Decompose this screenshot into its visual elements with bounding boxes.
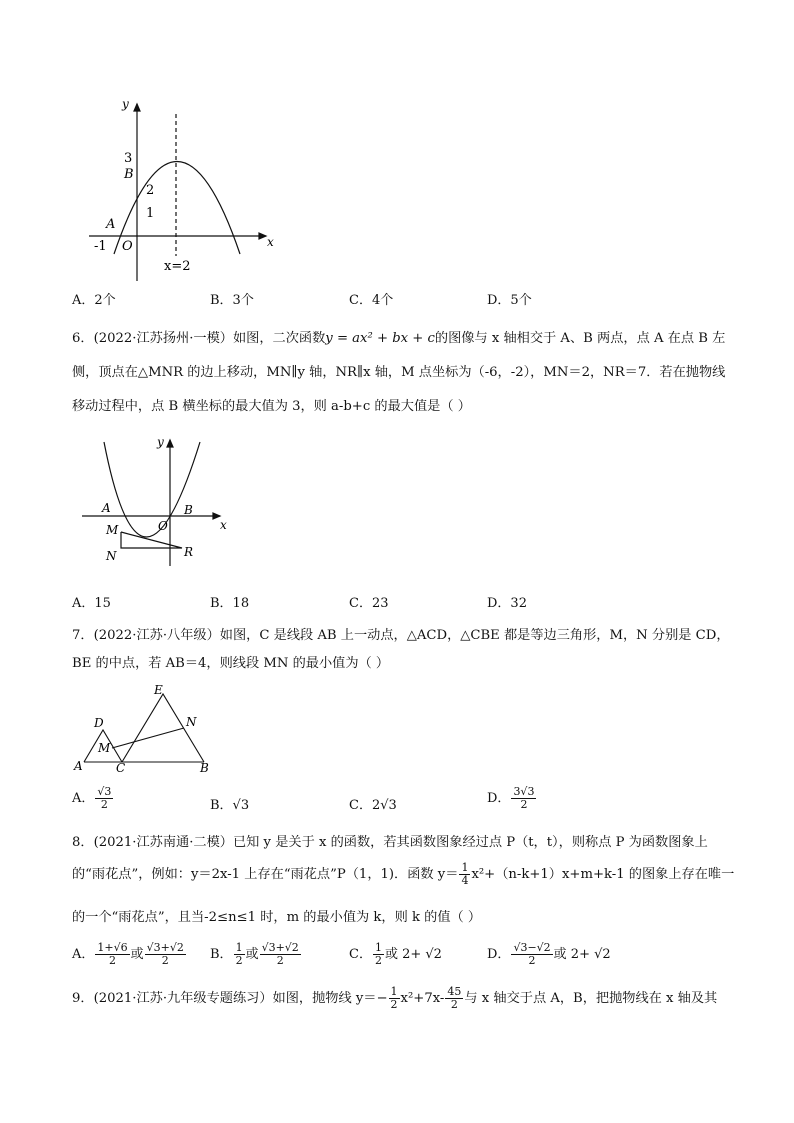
q7-a-den: 2 bbox=[100, 798, 108, 811]
fig6-y-label: y bbox=[157, 435, 164, 449]
q7-option-c[interactable]: C．2√3 bbox=[349, 798, 397, 813]
q7-option-d-label: D． bbox=[487, 791, 511, 806]
q8-a-num2: √3+√2 bbox=[146, 941, 184, 954]
fig5-y-label: y bbox=[122, 97, 129, 111]
q8-a-den2: 2 bbox=[161, 954, 169, 967]
fig6-point-N: N bbox=[106, 549, 117, 563]
q6-option-a[interactable]: A．15 bbox=[72, 596, 111, 611]
q8-d-label: D． bbox=[487, 947, 511, 962]
q6-option-b[interactable]: B．18 bbox=[210, 596, 250, 611]
fig6-point-R: R bbox=[184, 545, 194, 559]
q8-a-label: A． bbox=[72, 947, 95, 962]
q8-option-d[interactable] bbox=[487, 942, 611, 967]
q7-option-a[interactable] bbox=[72, 786, 114, 811]
q8-line-1: 8．(2021·江苏南通·二模）已知 y 是关于 x 的函数，若其函数图象经过点 P（t，t），则称点 P 为函数图象上 bbox=[72, 835, 708, 850]
fig5-x-label: x bbox=[267, 235, 274, 249]
q8-frac-num: 1 bbox=[461, 861, 469, 874]
q8-b-num2: √3+√2 bbox=[261, 941, 299, 954]
fig6-point-A: A bbox=[102, 501, 111, 515]
fig7-point-A: A bbox=[74, 759, 83, 773]
q7-option-b[interactable]: B．√3 bbox=[210, 798, 250, 813]
fig7-point-M: M bbox=[98, 741, 111, 755]
q8-line-2 bbox=[72, 862, 734, 887]
q8-b-den1: 2 bbox=[235, 954, 243, 967]
fig7-point-D: D bbox=[94, 716, 104, 730]
q7-triangle-figure bbox=[72, 682, 222, 774]
fig7-point-B: B bbox=[200, 761, 209, 774]
q8-c-label: C． bbox=[349, 947, 372, 962]
q8-option-c[interactable] bbox=[349, 942, 442, 967]
q6-stem-a: 6．(2022·江苏扬州·一模）如图，二次函数 bbox=[72, 331, 326, 346]
q8-d-num1: √3−√2 bbox=[513, 941, 551, 954]
q8-line-3: 的一个“雨花点”，且当-2≤n≤1 时，m 的最小值为 k，则 k 的值（ ） bbox=[72, 910, 482, 925]
q8-b-label: B． bbox=[210, 947, 233, 962]
q5-option-b[interactable]: B．3个 bbox=[210, 293, 254, 308]
q8-a-num1: 1+√6 bbox=[97, 941, 128, 954]
q6-line-1 bbox=[72, 327, 725, 346]
q8-option-b[interactable] bbox=[210, 942, 302, 967]
q7-option-a-label: A． bbox=[72, 791, 95, 806]
q6-option-d[interactable]: D．32 bbox=[487, 596, 527, 611]
q7-option-d[interactable] bbox=[487, 786, 537, 811]
q6-equation: y = ax² + bx + c bbox=[325, 331, 435, 346]
q9-line-1 bbox=[72, 986, 717, 1011]
q9-stem-a: 9．(2021·江苏·九年级专题练习）如图，抛物线 y＝− bbox=[72, 991, 388, 1006]
q5-option-a[interactable]: A．2个 bbox=[72, 293, 116, 308]
q9-stem-c: 与 x 轴交于点 A，B，把抛物线在 x 轴及其 bbox=[464, 991, 718, 1006]
q5-option-c[interactable]: C．4个 bbox=[349, 293, 394, 308]
q8-a-or: 或 bbox=[130, 947, 144, 962]
q6-option-c[interactable]: C．23 bbox=[349, 596, 389, 611]
q6-line-2: 侧，顶点在△MNR 的边上移动，MN∥y 轴，NR∥x 轴，M 点坐标为（-6，-2），MN＝2，NR＝7．若在抛物线 bbox=[72, 365, 726, 380]
q9-frac2-den: 2 bbox=[450, 998, 458, 1011]
q8-c-num1: 1 bbox=[374, 941, 382, 954]
fig5-point-B: B bbox=[124, 167, 134, 182]
q8-stem-a: 的“雨花点”，例如：y＝2x-1 上存在“雨花点”P（1，1)．函数 y＝ bbox=[72, 867, 459, 882]
q8-frac-den: 4 bbox=[461, 874, 469, 887]
fig5-sym-label: x=2 bbox=[164, 259, 191, 274]
q8-b-den2: 2 bbox=[276, 954, 284, 967]
q5-option-d[interactable]: D．5个 bbox=[487, 293, 532, 308]
q8-d-rest: 或 2+ √2 bbox=[553, 947, 611, 962]
q6-parabola-figure bbox=[78, 432, 238, 572]
q7-line-2: BE 的中点，若 AB＝4，则线段 MN 的最小值为（ ） bbox=[72, 656, 390, 671]
q8-c-den1: 2 bbox=[374, 954, 382, 967]
q7-d-num: 3√3 bbox=[513, 785, 535, 798]
fig5-tick-neg1: -1 bbox=[94, 239, 107, 254]
q7-line-1: 7．(2022·江苏·八年级）如图，C 是线段 AB 上一动点，△ACD，△CBE 都是等边三角形，M，N 分别是 CD， bbox=[72, 628, 730, 643]
fig6-point-B: B bbox=[184, 503, 193, 517]
fig7-point-N: N bbox=[186, 715, 197, 729]
fig6-point-M: M bbox=[106, 523, 119, 537]
q7-a-num: √3 bbox=[97, 785, 112, 798]
fig5-tick-2: 2 bbox=[146, 183, 155, 198]
q8-b-or: 或 bbox=[245, 947, 259, 962]
triangle-MNR bbox=[121, 532, 182, 548]
fig5-tick-3: 3 bbox=[124, 151, 133, 166]
fig7-point-C: C bbox=[116, 761, 126, 774]
fig5-origin: O bbox=[122, 239, 133, 254]
fig6-origin: O bbox=[158, 519, 168, 533]
q8-c-rest: 或 2+ √2 bbox=[384, 947, 442, 962]
parabola-curve bbox=[104, 442, 200, 537]
q7-d-den: 2 bbox=[520, 798, 528, 811]
segment-MN bbox=[112, 728, 184, 748]
q8-b-num1: 1 bbox=[235, 941, 243, 954]
fig6-x-label: x bbox=[220, 518, 227, 532]
q9-frac1-den: 2 bbox=[390, 998, 398, 1011]
q5-parabola-figure bbox=[84, 96, 284, 286]
q6-stem-b: 的图像与 x 轴相交于 A、B 两点，点 A 在点 B 左 bbox=[434, 331, 726, 346]
q6-line-3: 移动过程中，点 B 横坐标的最大值为 3，则 a-b+c 的最大值是（ ） bbox=[72, 399, 471, 414]
fig5-point-A: A bbox=[106, 217, 116, 232]
fig7-point-E: E bbox=[154, 683, 163, 697]
q9-frac1-num: 1 bbox=[390, 985, 398, 998]
q9-frac2-num: 45 bbox=[447, 985, 462, 998]
fig5-tick-1: 1 bbox=[146, 206, 155, 221]
q8-d-den1: 2 bbox=[528, 954, 536, 967]
q8-option-a[interactable] bbox=[72, 942, 187, 967]
q9-stem-b: x²+7x- bbox=[400, 991, 445, 1006]
q8-stem-b: x²+（n-k+1）x+m+k-1 的图象上存在唯一 bbox=[471, 867, 735, 882]
q8-a-den1: 2 bbox=[109, 954, 116, 967]
